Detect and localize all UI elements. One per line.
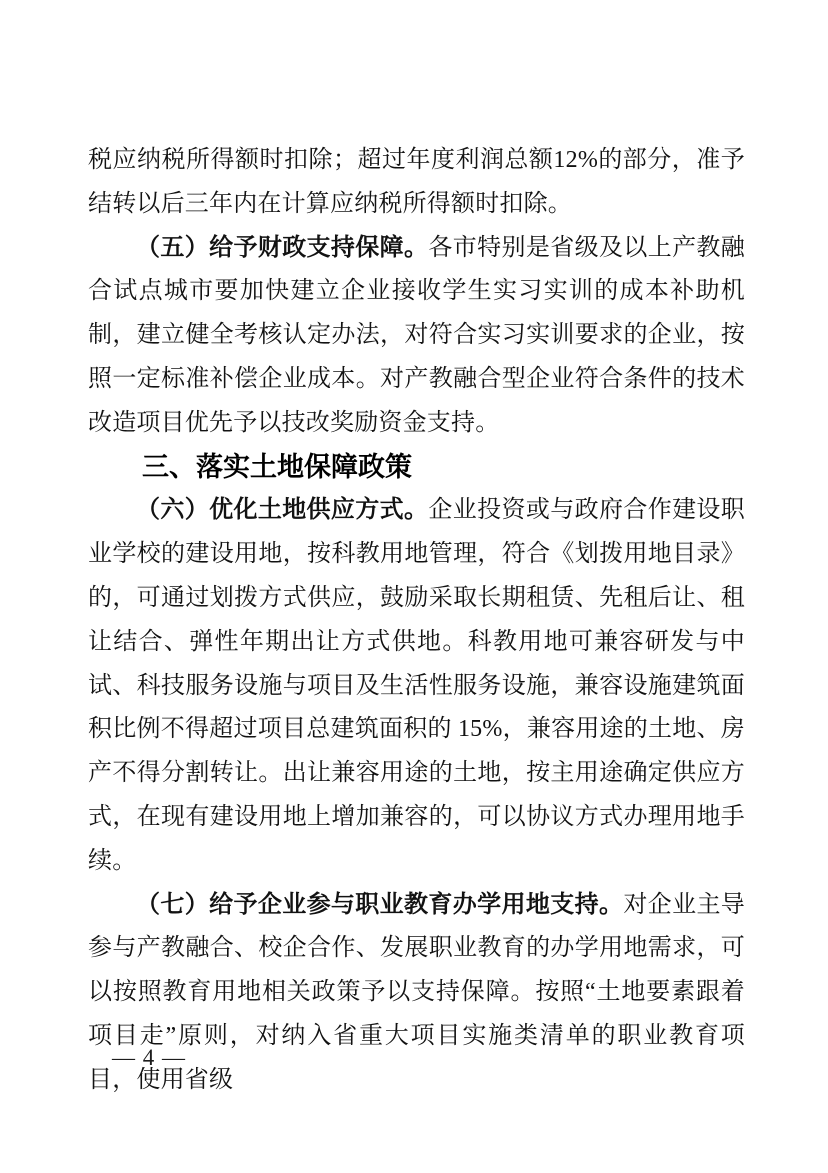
paragraph-text: 各市特别是省级及以上产教融合试点城市要加快建立企业接收学生实习实训的成本补助机制，建立健全考核认定办法，对符合实习实训要求的企业，按照一定标准补偿企业成本。对产教融合型企业符合条件的技术改造项目优先予以技改奖励资金支持。 [88, 234, 745, 436]
paragraph-item-6-land-supply [88, 489, 745, 883]
item-6-lead: （六）优化土地供应方式。 [136, 497, 429, 524]
paragraph-text: 对企业主导参与产教融合、校企合作、发展职业教育的办学用地需求，可以按照教育用地相关政策予以支持保障。按照“土地要素跟着项目走”原则，对纳入省重大项目实施类清单的职业教育项目，使用省级 [88, 891, 746, 1093]
item-7-lead: （七）给予企业参与职业教育办学用地支持。 [136, 891, 624, 918]
paragraph-tax-carryover [88, 139, 745, 227]
paragraph-text: 企业投资或与政府合作建设职业学校的建设用地，按科教用地管理，符合《划拨用地目录》的，可通过划拨方式供应，鼓励采取长期租赁、先租后让、租让结合、弹性年期出让方式供地。科教用地可兼容研发与中试、科技服务设施与项目及生活性服务设施，兼容设施建筑面积比例不得超过项目总建筑面积的 15%，兼容用途的土地、房产不得分割转让。出让兼容用途的土地，按主用途确定供应方式，在现有建设用地上增加兼容的，可以协议方式办理用地手续。 [88, 497, 745, 874]
section-heading-land-guarantee: 三、落实土地保障政策 [142, 451, 412, 482]
page-number: — 4 — [112, 1045, 186, 1070]
paragraph-text: 税应纳税所得额时扣除；超过年度利润总额12%的部分，准予结转以后三年内在计算应纳税所得额时扣除。 [88, 147, 745, 217]
paragraph-item-5-fiscal-support [88, 227, 745, 446]
paragraph-item-7-school-land-support [88, 884, 745, 1103]
page-content [88, 139, 745, 1103]
item-5-lead: （五）给予财政支持保障。 [136, 234, 429, 261]
page-footer [112, 1044, 186, 1072]
